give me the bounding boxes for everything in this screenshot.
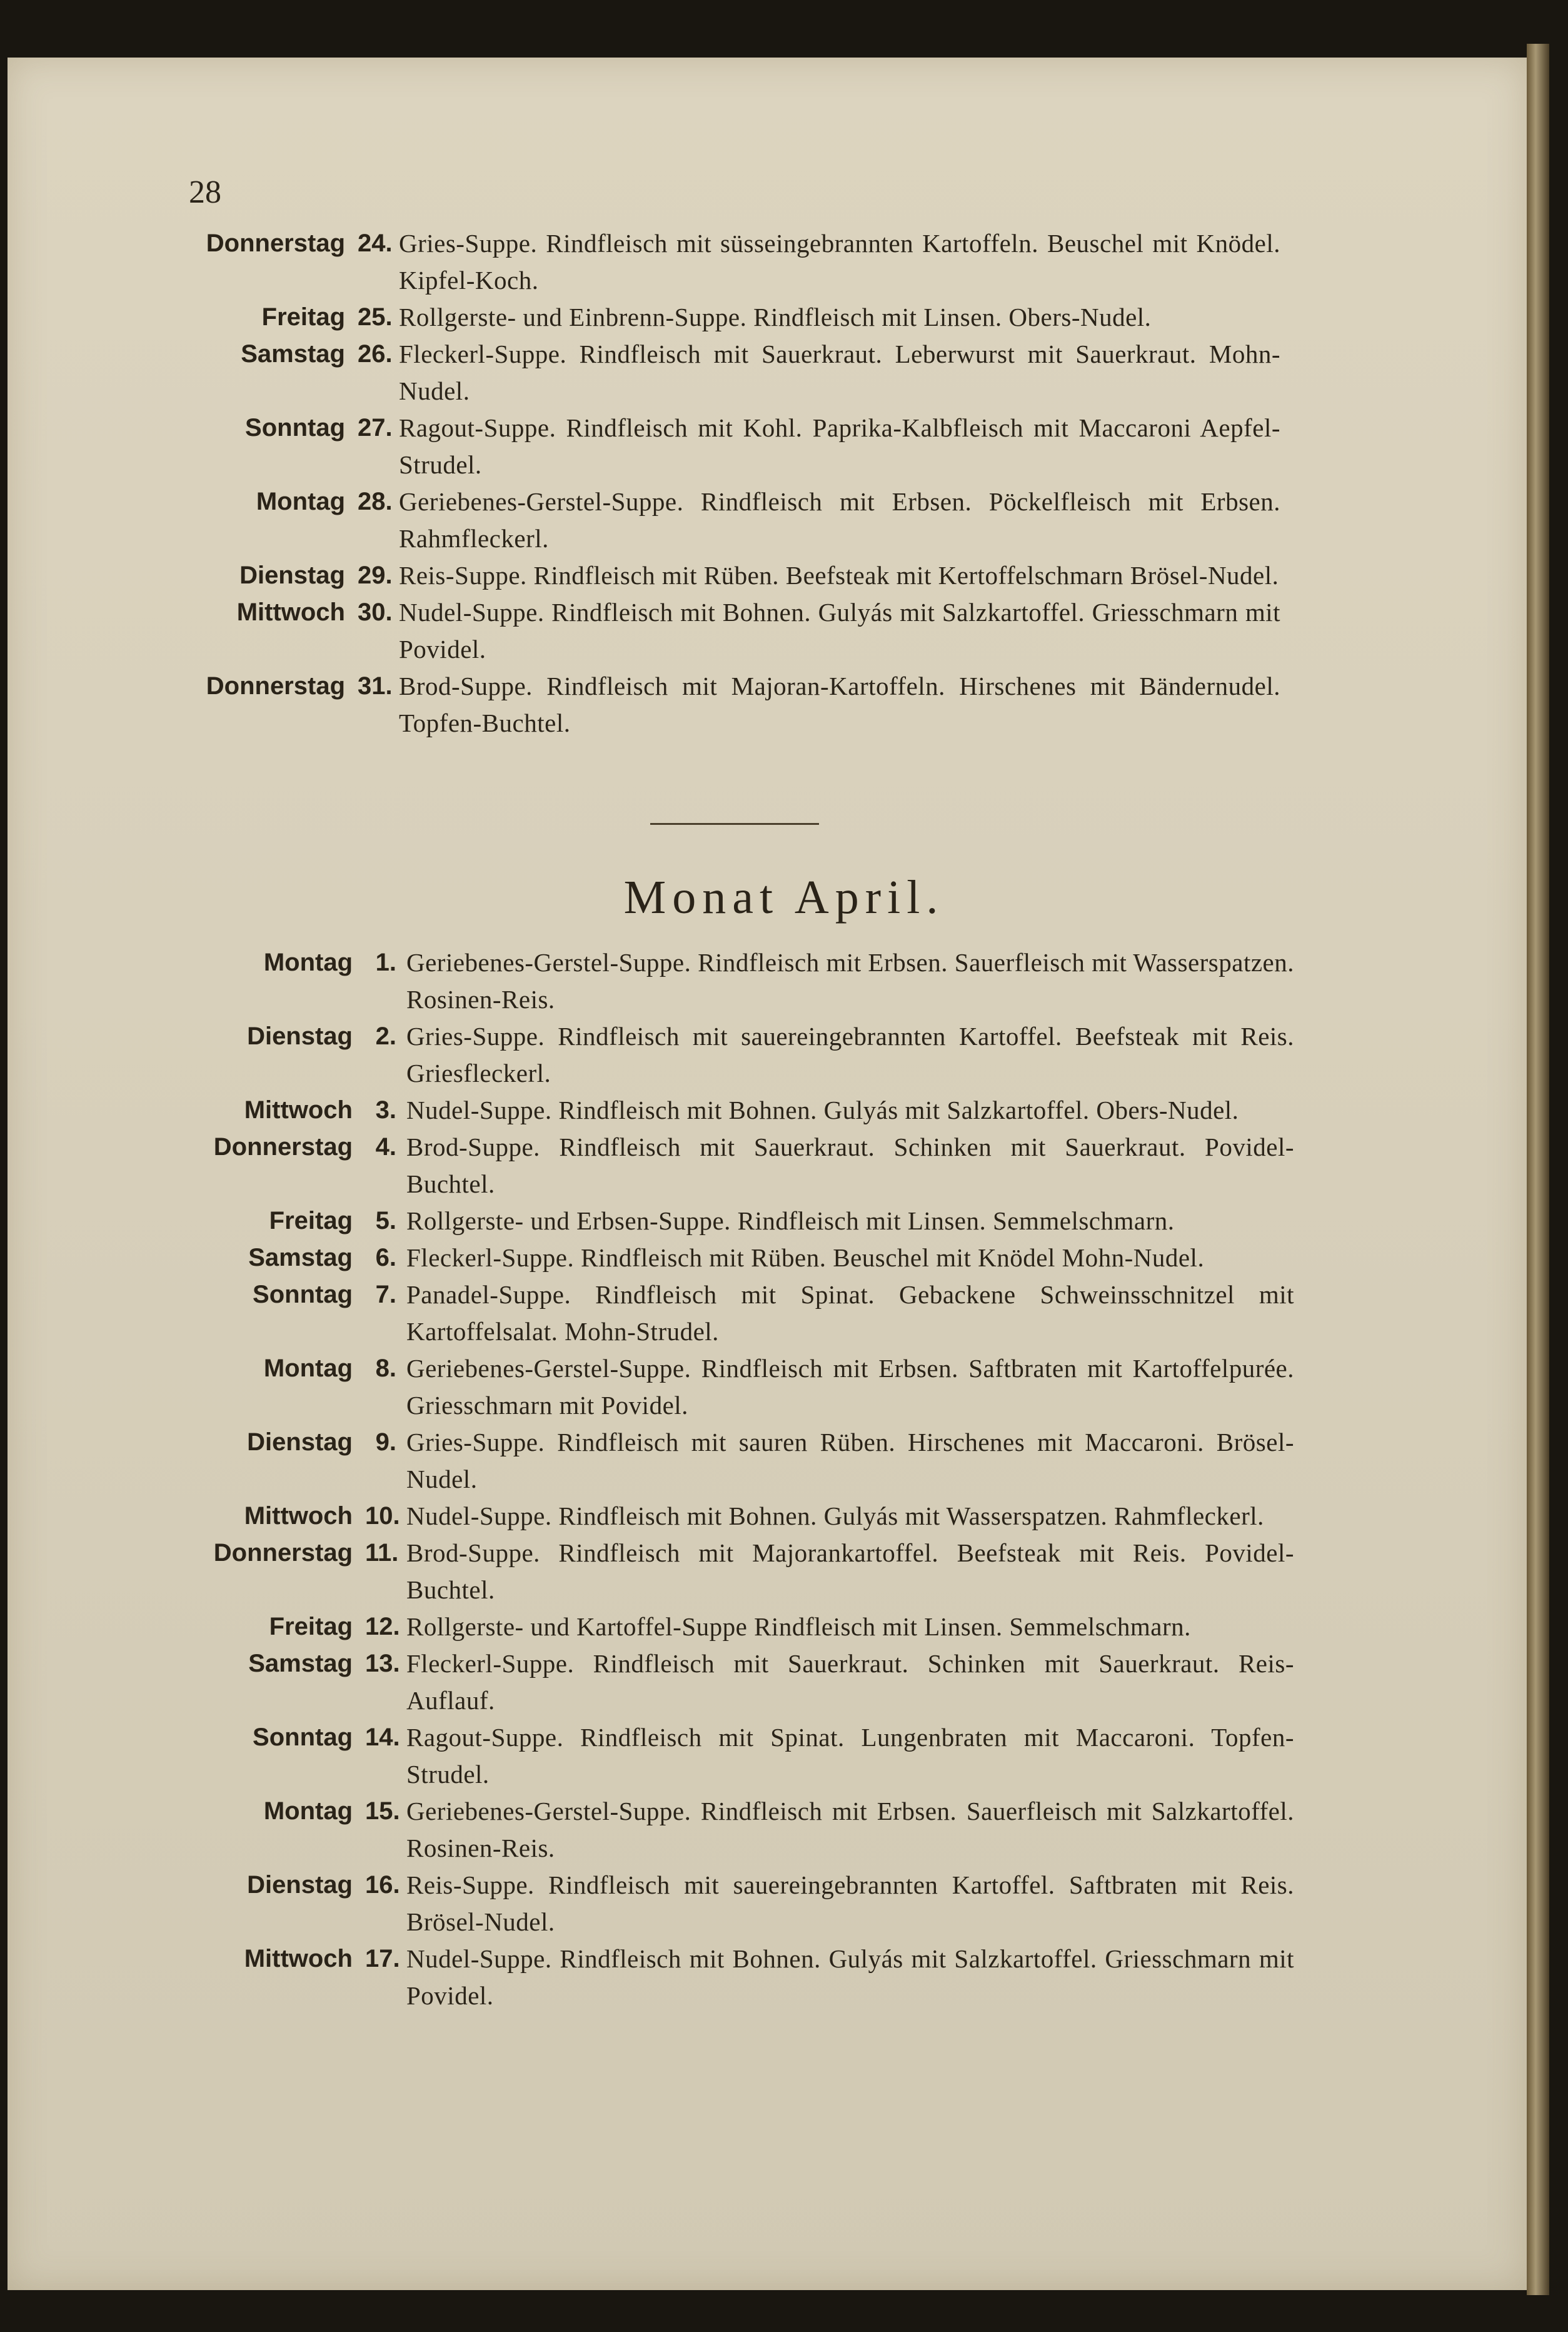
entry-date: 9.: [375, 1428, 396, 1456]
page-number: 28: [189, 174, 221, 210]
entry-text: Geriebenes-Gerstel-Suppe. Rindfleisch mit Erbsen. Pöckelfleisch mit Erbsen. Rahmfleckerl.: [399, 487, 1280, 553]
menu-entry: [194, 594, 1280, 668]
entry-date: 29.: [358, 562, 393, 589]
entry-text: Rollgerste- und Kartoffel-Suppe Rindfleisch mit Linsen. Semmelschmarn.: [406, 1612, 1191, 1641]
entry-text: Rollgerste- und Einbrenn-Suppe. Rindfleisch mit Linsen. Obers-Nudel.: [399, 303, 1152, 331]
entry-date: 24.: [358, 230, 393, 257]
entry-day: Freitag: [269, 1613, 353, 1640]
entry-text: Gries-Suppe. Rindfleisch mit sauren Rüben. Hirschenes mit Maccaroni. Brösel-Nudel.: [406, 1428, 1294, 1493]
entry-text: Brod-Suppe. Rindfleisch mit Sauerkraut. Schinken mit Sauerkraut. Povidel-Buchtel.: [406, 1133, 1294, 1198]
entry-text: Reis-Suppe. Rindfleisch mit Rüben. Beefsteak mit Kertoffelschmarn Brösel-Nudel.: [399, 561, 1279, 590]
menu-entry: [194, 668, 1280, 742]
april-menu-list: [201, 944, 1294, 2014]
entry-day: Freitag: [269, 1207, 353, 1234]
entry-day: Sonntag: [253, 1281, 353, 1308]
entry-text: Panadel-Suppe. Rindfleisch mit Spinat. Gebackene Schweinsschnitzel mit Kartoffelsalat. Mohn-Strudel.: [406, 1280, 1294, 1346]
menu-entry: [201, 1719, 1294, 1793]
entry-day: Freitag: [261, 303, 345, 331]
entry-date: 13.: [365, 1650, 400, 1677]
menu-entry: [201, 1424, 1294, 1498]
menu-entry: [201, 944, 1294, 1018]
entry-date: 10.: [365, 1502, 400, 1530]
menu-entry: [194, 410, 1280, 483]
entry-text: Fleckerl-Suppe. Rindfleisch mit Sauerkraut. Leberwurst mit Sauerkraut. Mohn-Nudel.: [399, 340, 1280, 405]
entry-text: Geriebenes-Gerstel-Suppe. Rindfleisch mit Erbsen. Saftbraten mit Kartoffelpurée. Griesschmarn mit Povidel.: [406, 1354, 1294, 1420]
entry-day: Donnerstag: [213, 1133, 353, 1161]
entry-date: 27.: [358, 414, 393, 442]
entry-text: Geriebenes-Gerstel-Suppe. Rindfleisch mit Erbsen. Sauerfleisch mit Salzkartoffel. Rosinen-Reis.: [406, 1797, 1294, 1862]
entry-date: 12.: [365, 1613, 400, 1640]
entry-day: Donnerstag: [206, 672, 345, 700]
entry-date: 1.: [375, 949, 396, 976]
entry-text: Gries-Suppe. Rindfleisch mit sauereingebrannten Kartoffel. Beefsteak mit Reis. Griesfleckerl.: [406, 1022, 1294, 1088]
entry-date: 15.: [365, 1797, 400, 1825]
entry-day: Sonntag: [245, 414, 345, 442]
menu-entry: [201, 1092, 1294, 1129]
march-menu-list: [194, 225, 1280, 742]
menu-entry: [201, 1276, 1294, 1350]
menu-entry: [201, 1608, 1294, 1645]
entry-day: Donnerstag: [206, 230, 345, 257]
entry-day: Sonntag: [253, 1724, 353, 1751]
entry-day: Montag: [263, 1797, 353, 1825]
entry-text: Nudel-Suppe. Rindfleisch mit Bohnen. Gulyás mit Salzkartoffel. Griesschmarn mit Povidel.: [406, 1944, 1294, 2010]
menu-entry: [201, 1018, 1294, 1092]
entry-date: 16.: [365, 1871, 400, 1899]
entry-day: Montag: [263, 1355, 353, 1382]
entry-day: Mittwoch: [244, 1502, 353, 1530]
entry-text: Nudel-Suppe. Rindfleisch mit Bohnen. Gulyás mit Salzkartoffel. Obers-Nudel.: [406, 1096, 1239, 1124]
entry-date: 28.: [358, 488, 393, 515]
entry-date: 26.: [358, 340, 393, 368]
entry-text: Ragout-Suppe. Rindfleisch mit Kohl. Paprika-Kalbfleisch mit Maccaroni Aepfel-Strudel.: [399, 413, 1280, 479]
menu-entry: [201, 1498, 1294, 1535]
entry-text: Brod-Suppe. Rindfleisch mit Majorankartoffel. Beefsteak mit Reis. Povidel-Buchtel.: [406, 1538, 1294, 1604]
entry-day: Dienstag: [247, 1871, 353, 1899]
entry-day: Dienstag: [247, 1022, 353, 1050]
menu-entry: [201, 1350, 1294, 1424]
entry-text: Gries-Suppe. Rindfleisch mit süsseingebrannten Kartoffeln. Beuschel mit Knödel. Kipfel-Koch.: [399, 229, 1280, 295]
entry-text: Rollgerste- und Erbsen-Suppe. Rindfleisch mit Linsen. Semmelschmarn.: [406, 1206, 1175, 1235]
page-edge: [1527, 44, 1549, 2295]
menu-entry: [201, 1203, 1294, 1239]
entry-text: Nudel-Suppe. Rindfleisch mit Bohnen. Gulyás mit Wasserspatzen. Rahmfleckerl.: [406, 1502, 1264, 1530]
menu-entry: [201, 1239, 1294, 1276]
entry-date: 5.: [375, 1207, 396, 1234]
entry-day: Samstag: [248, 1244, 353, 1271]
entry-text: Fleckerl-Suppe. Rindfleisch mit Rüben. Beuschel mit Knödel Mohn-Nudel.: [406, 1243, 1205, 1272]
entry-date: 14.: [365, 1724, 400, 1751]
menu-entry: [194, 299, 1280, 336]
entry-text: Nudel-Suppe. Rindfleisch mit Bohnen. Gulyás mit Salzkartoffel. Griesschmarn mit Povidel.: [399, 598, 1280, 664]
entry-date: 31.: [358, 672, 393, 700]
entry-day: Samstag: [248, 1650, 353, 1677]
menu-entry: [201, 1867, 1294, 1941]
entry-day: Mittwoch: [244, 1096, 353, 1124]
menu-entry: [194, 225, 1280, 299]
entry-day: Donnerstag: [213, 1539, 353, 1567]
entry-date: 30.: [358, 598, 393, 626]
entry-day: Mittwoch: [244, 1945, 353, 1972]
entry-day: Mittwoch: [236, 598, 345, 626]
entry-day: Dienstag: [239, 562, 345, 589]
entry-text: Ragout-Suppe. Rindfleisch mit Spinat. Lungenbraten mit Maccaroni. Topfen-Strudel.: [406, 1723, 1294, 1789]
menu-entry: [194, 336, 1280, 410]
entry-date: 11.: [365, 1539, 399, 1567]
entry-date: 25.: [358, 303, 393, 331]
entry-day: Montag: [256, 488, 345, 515]
entry-day: Dienstag: [247, 1428, 353, 1456]
entry-date: 8.: [375, 1355, 396, 1382]
section-title-april: Monat April.: [623, 871, 945, 924]
section-divider: [650, 823, 819, 825]
entry-text: Reis-Suppe. Rindfleisch mit sauereingebrannten Kartoffel. Saftbraten mit Reis. Brösel-Nudel.: [406, 1870, 1294, 1936]
entry-date: 4.: [375, 1133, 396, 1161]
entry-date: 2.: [375, 1022, 396, 1050]
menu-entry: [201, 1793, 1294, 1867]
menu-entry: [201, 1535, 1294, 1608]
entry-date: 7.: [375, 1281, 396, 1308]
entry-date: 3.: [375, 1096, 396, 1124]
menu-entry: [201, 1941, 1294, 2014]
menu-entry: [194, 557, 1280, 594]
menu-entry: [194, 483, 1280, 557]
entry-day: Montag: [263, 949, 353, 976]
entry-text: Geriebenes-Gerstel-Suppe. Rindfleisch mit Erbsen. Sauerfleisch mit Wasserspatzen. Rosinen-Reis.: [406, 948, 1294, 1014]
entry-text: Fleckerl-Suppe. Rindfleisch mit Sauerkraut. Schinken mit Sauerkraut. Reis-Auflauf.: [406, 1649, 1294, 1715]
entry-date: 17.: [365, 1945, 400, 1972]
entry-day: Samstag: [241, 340, 345, 368]
menu-entry: [201, 1129, 1294, 1203]
entry-date: 6.: [375, 1244, 396, 1271]
entry-text: Brod-Suppe. Rindfleisch mit Majoran-Kartoffeln. Hirschenes mit Bändernudel. Topfen-Buchtel.: [399, 672, 1280, 737]
menu-entry: [201, 1645, 1294, 1719]
